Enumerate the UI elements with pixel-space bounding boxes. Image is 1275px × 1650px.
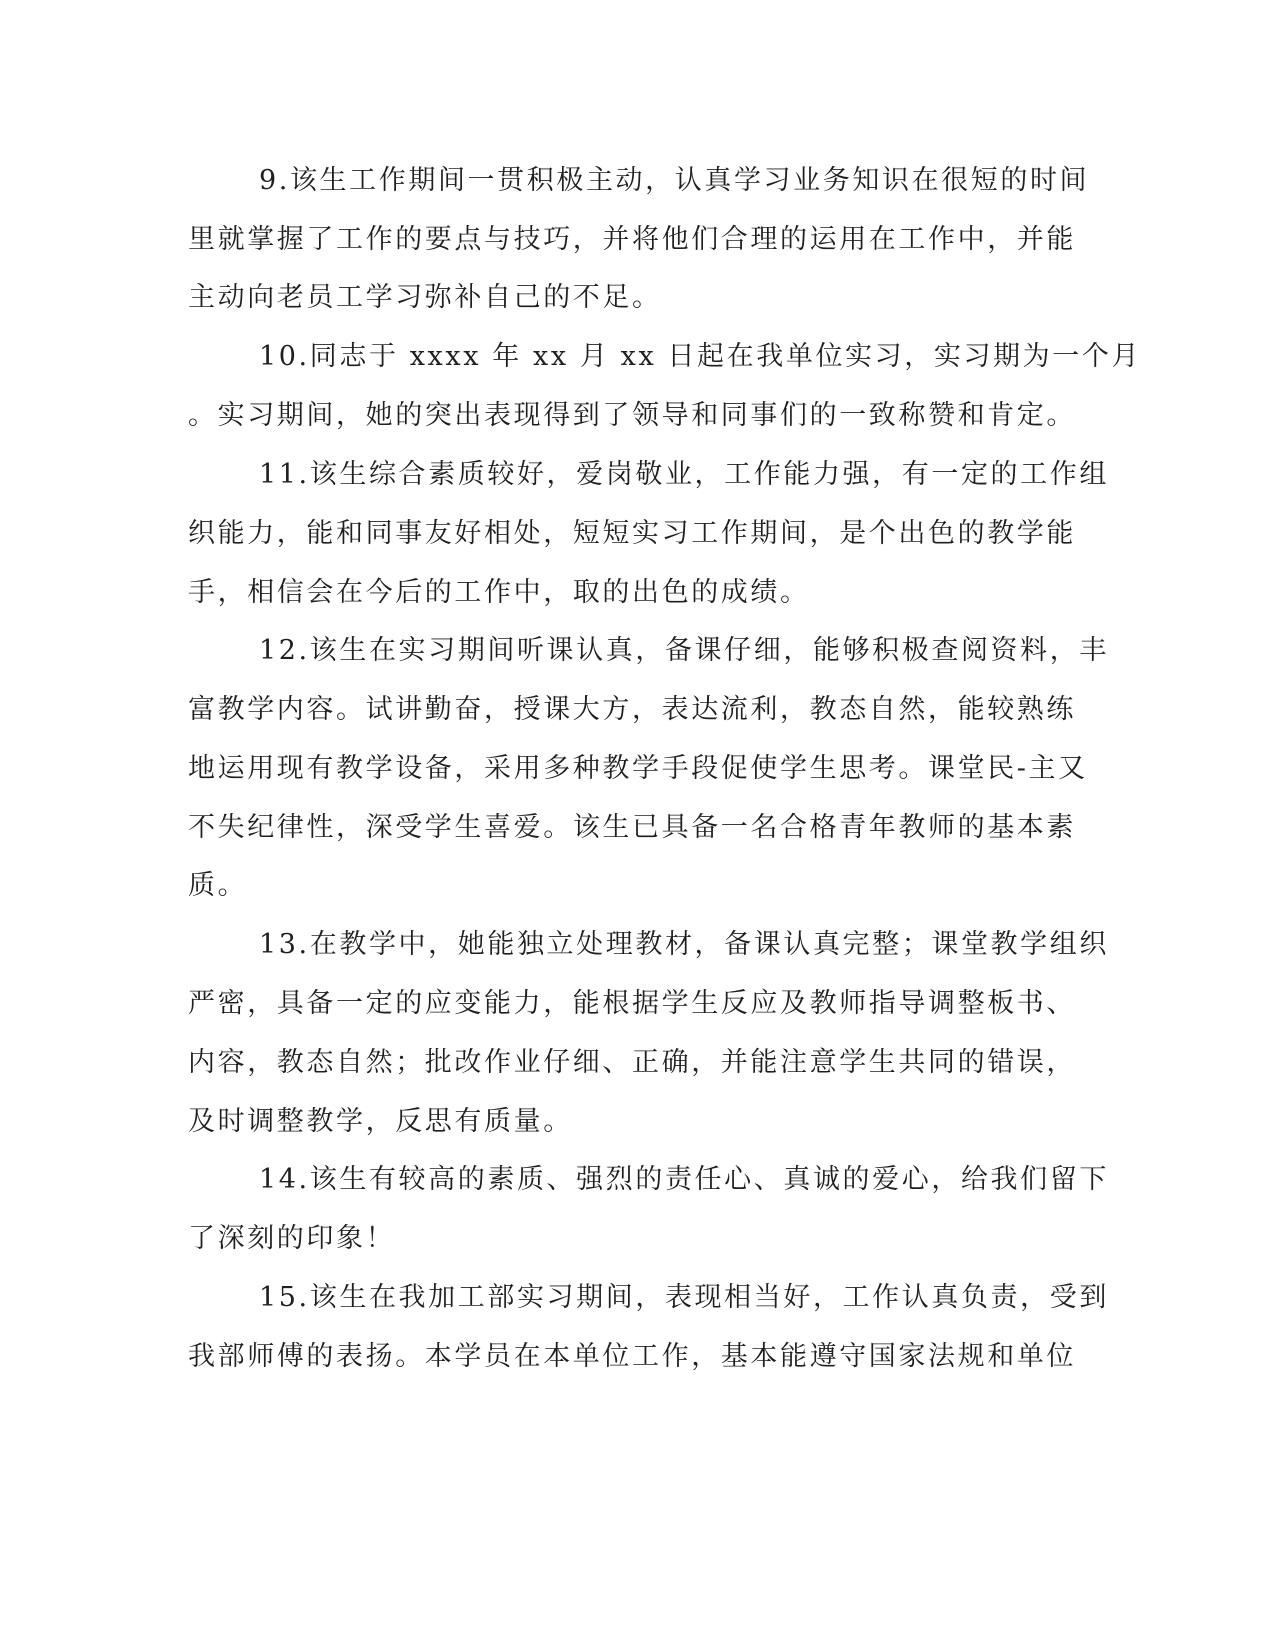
- paragraph-14-line-2: 了深刻的印象！: [188, 1223, 396, 1254]
- paragraph-15-line-1: 15.该生在我加工部实习期间，表现相当好，工作认真负责，受到: [259, 1282, 1109, 1313]
- paragraph-13-line-1: 13.在教学中，她能独立处理教材，备课认真完整；课堂教学组织: [259, 929, 1109, 960]
- paragraph-12-line-5: 质。: [188, 870, 248, 901]
- paragraph-12-line-1: 12.该生在实习期间听课认真，备课仔细，能够积极查阅资料，丰: [259, 635, 1109, 666]
- paragraph-10-line-1: 10.同志于 xxxx 年 xx 月 xx 日起在我单位实习，实习期为一个月: [259, 341, 1142, 372]
- paragraph-9-line-3: 主动向老员工学习弥补自己的不足。: [188, 282, 662, 313]
- paragraph-9-line-2: 里就掌握了工作的要点与技巧，并将他们合理的运用在工作中，并能: [188, 224, 1076, 255]
- paragraph-11-line-2: 织能力，能和同事友好相处，短短实习工作期间，是个出色的教学能: [188, 518, 1076, 549]
- paragraph-14-line-1: 14.该生有较高的素质、强烈的责任心、真诚的爱心，给我们留下: [259, 1164, 1109, 1195]
- paragraph-10-line-2: 。实习期间，她的突出表现得到了领导和同事们的一致称赞和肯定。: [188, 400, 1076, 431]
- paragraph-11-line-1: 11.该生综合素质较好，爱岗敬业，工作能力强，有一定的工作组: [259, 459, 1109, 490]
- paragraph-12-line-4: 不失纪律性，深受学生喜爱。该生已具备一名合格青年教师的基本素: [188, 812, 1076, 843]
- paragraph-12-line-3: 地运用现有教学设备，采用多种教学手段促使学生思考。课堂民-主又: [188, 753, 1088, 784]
- paragraph-13-line-3: 内容，教态自然；批改作业仔细、正确，并能注意学生共同的错误，: [188, 1047, 1076, 1078]
- paragraph-9-line-1: 9.该生工作期间一贯积极主动，认真学习业务知识在很短的时间: [259, 165, 1090, 196]
- paragraph-12-line-2: 富教学内容。试讲勤奋，授课大方，表达流利，教态自然，能较熟练: [188, 694, 1076, 725]
- paragraph-15-line-2: 我部师傅的表扬。本学员在本单位工作，基本能遵守国家法规和单位: [188, 1341, 1076, 1372]
- paragraph-13-line-4: 及时调整教学，反思有质量。: [188, 1106, 573, 1137]
- paragraph-13-line-2: 严密，具备一定的应变能力，能根据学生反应及教师指导调整板书、: [188, 988, 1076, 1019]
- paragraph-11-line-3: 手，相信会在今后的工作中，取的出色的成绩。: [188, 577, 810, 608]
